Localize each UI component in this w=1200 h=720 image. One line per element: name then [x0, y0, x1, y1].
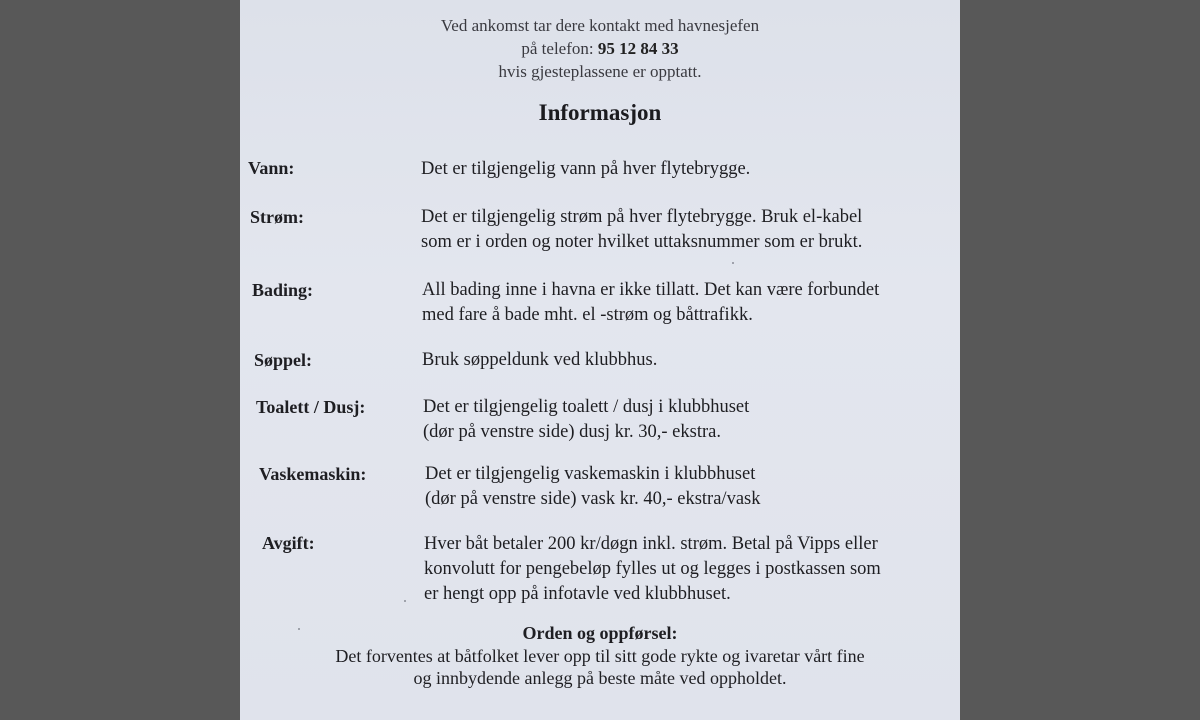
avgift-label: Avgift:	[262, 533, 315, 553]
arrival-line-3: hvis gjesteplassene er opptatt.	[498, 62, 702, 81]
paper-speck	[298, 628, 300, 630]
avgift-line-1: Hver båt betaler 200 kr/døgn inkl. strøm. Betal på Vipps eller	[424, 534, 878, 554]
strom-text	[421, 205, 862, 255]
paper-speck	[732, 262, 734, 264]
bading-text	[422, 278, 879, 328]
soppel-text	[422, 348, 657, 373]
soppel-label: Søppel:	[254, 350, 313, 370]
vaskemaskin-line-1: Det er tilgjengelig vaskemaskin i klubbhuset	[425, 464, 756, 484]
avgift-line-2: konvolutt for pengebeløp fylles ut og legges i postkassen som	[424, 559, 881, 579]
avgift-text	[424, 532, 881, 607]
bading-line-1: All bading inne i havna er ikke tillatt. Det kan være forbundet	[422, 280, 880, 300]
arrival-notice	[240, 14, 960, 83]
phone-number: 95 12 84 33	[597, 39, 679, 58]
arrival-line-1: Ved ankomst tar dere kontakt med havnesjefen	[440, 16, 760, 35]
toalett-label: Toalett / Dusj:	[256, 397, 366, 417]
paper-speck	[404, 600, 406, 602]
vaskemaskin-text	[425, 462, 760, 512]
orden-title: Orden og oppførsel:	[522, 623, 678, 643]
toalett-line-2: (dør på venstre side) dusj kr. 30,- ekstra.	[423, 422, 721, 442]
orden-line-1: Det forventes at båtfolket lever opp til sitt gode rykte og ivaretar vårt fine	[335, 646, 865, 666]
page-title: Informasjon	[538, 100, 662, 125]
vaskemaskin-label: Vaskemaskin:	[259, 464, 367, 484]
toalett-text	[423, 395, 749, 445]
strom-label: Strøm:	[250, 207, 304, 227]
bading-label: Bading:	[252, 280, 314, 300]
vann-label: Vann:	[248, 158, 295, 178]
phone-prefix: på telefon:	[521, 39, 598, 58]
bading-line-2: med fare å bade mht. el -strøm og båttrafikk.	[422, 305, 753, 325]
notice-paper	[240, 0, 960, 720]
avgift-line-3: er hengt opp på infotavle ved klubbhuset.	[424, 584, 731, 604]
soppel-line-1: Bruk søppeldunk ved klubbhus.	[422, 350, 658, 370]
toalett-line-1: Det er tilgjengelig toalett / dusj i klubbhuset	[423, 397, 750, 417]
strom-line-2: som er i orden og noter hvilket uttaksnummer som er brukt.	[421, 232, 863, 252]
vaskemaskin-line-2: (dør på venstre side) vask kr. 40,- ekstra/vask	[425, 489, 761, 509]
orden-line-2: og innbydende anlegg på beste måte ved oppholdet.	[413, 668, 787, 688]
arrival-line-2	[240, 37, 960, 60]
vann-text	[421, 157, 750, 182]
orden-text	[240, 645, 960, 689]
vann-line-1: Det er tilgjengelig vann på hver flytebrygge.	[421, 159, 751, 179]
strom-line-1: Det er tilgjengelig strøm på hver flytebrygge. Bruk el-kabel	[421, 207, 863, 227]
